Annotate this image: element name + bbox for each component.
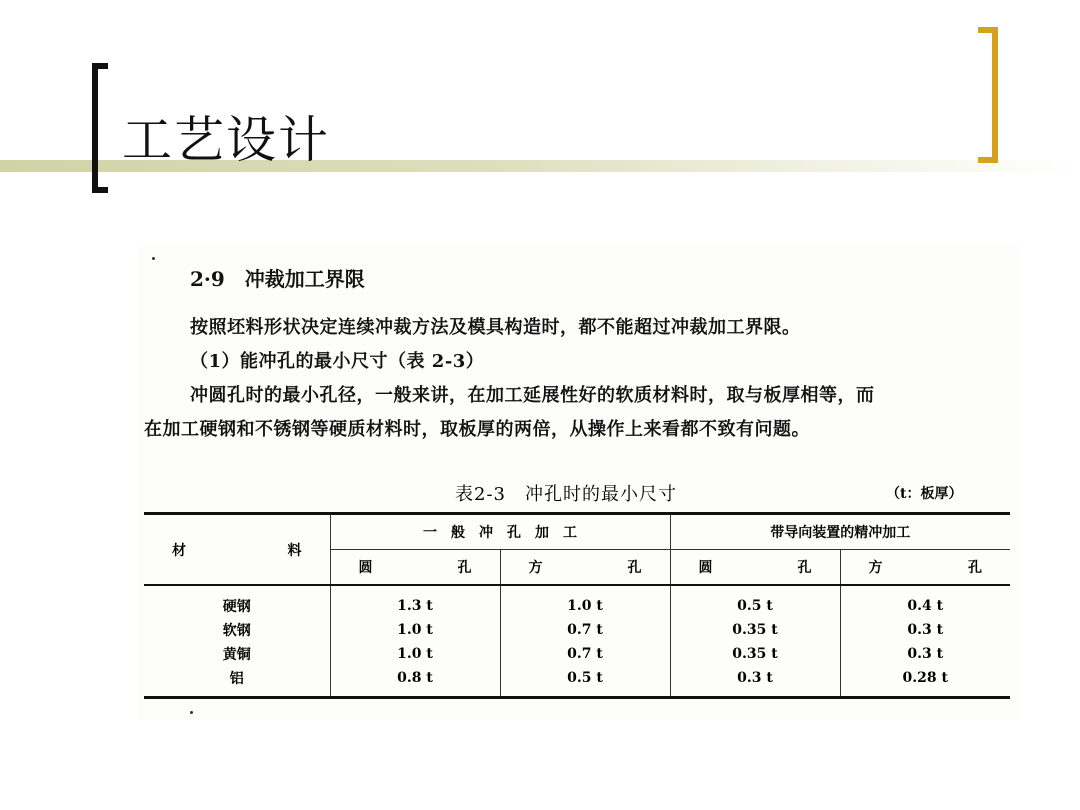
paragraph-3: 冲圆孔时的最小孔径，一般来讲，在加工延展性好的软质材料时，取与板厚相等，而 [190, 385, 875, 406]
min-hole-size-table [144, 512, 1010, 699]
square-char: 方 [868, 560, 883, 576]
header-square-hole-2 [840, 550, 1010, 586]
cell-g2-round: 0.3 t [670, 666, 840, 698]
cell-g2-square: 0.3 t [840, 618, 1010, 642]
header-material [144, 514, 330, 586]
cell-g1-round: 1.0 t [330, 618, 500, 642]
header-guided-fine-punching: 带导向装置的精冲加工 [670, 514, 1010, 550]
table-row [144, 585, 1010, 618]
hole-char: 孔 [797, 560, 812, 576]
hole-char: 孔 [627, 560, 642, 576]
right-bracket-decoration [978, 27, 998, 163]
paragraph-1: 按照坯料形状决定连续冲裁方法及模具构造时，都不能超过冲裁加工界限。 [190, 317, 801, 338]
round-char: 圆 [698, 560, 713, 576]
cell-g1-round: 0.8 t [330, 666, 500, 698]
table-caption: 表2-3 冲孔时的最小尺寸 [455, 484, 677, 505]
section-heading: 2·9 冲裁加工界限 [190, 267, 365, 291]
cell-g2-round: 0.35 t [670, 618, 840, 642]
cell-material: 铝 [144, 666, 330, 698]
cell-g1-square: 0.7 t [500, 642, 670, 666]
cell-g1-square: 1.0 t [500, 585, 670, 618]
paragraph-2: （1）能冲孔的最小尺寸（表 2-3） [190, 351, 485, 372]
cell-g1-round: 1.0 t [330, 642, 500, 666]
cell-g1-square: 0.7 t [500, 618, 670, 642]
hole-char: 孔 [968, 560, 982, 576]
cell-g2-square: 0.4 t [840, 585, 1010, 618]
header-square-hole-1 [500, 550, 670, 586]
cell-g2-round: 0.35 t [670, 642, 840, 666]
left-bracket-decoration [92, 63, 108, 193]
scan-speck [190, 711, 193, 714]
cell-g1-square: 0.5 t [500, 666, 670, 698]
cell-material: 硬钢 [222, 599, 251, 615]
cell-material: 软钢 [222, 623, 251, 639]
round-char: 圆 [358, 560, 373, 576]
cell-material: 黄铜 [222, 647, 251, 663]
scanned-page [138, 245, 1018, 720]
cell-g2-round: 0.5 t [670, 585, 840, 618]
header-general-punching: 一 般 冲 孔 加 工 [330, 514, 670, 550]
slide-title: 工艺设计 [122, 111, 330, 169]
table-row [144, 618, 1010, 642]
paragraph-4: 在加工硬钢和不锈钢等硬质材料时，取板厚的两倍，从操作上来看都不致有问题。 [144, 419, 810, 440]
table-header-row [144, 514, 1010, 550]
header-material-char-2: 料 [287, 542, 302, 559]
table-row [144, 666, 1010, 698]
header-round-hole-2 [670, 550, 840, 586]
header-material-char-1: 材 [172, 542, 186, 559]
cell-g2-square: 0.28 t [840, 666, 1010, 698]
cell-g1-round: 1.3 t [330, 585, 500, 618]
table-note: （t：板厚） [886, 486, 963, 502]
cell-g2-square: 0.3 t [840, 642, 1010, 666]
table-row [144, 642, 1010, 666]
square-char: 方 [528, 560, 543, 576]
header-round-hole-1 [330, 550, 500, 586]
scan-speck [152, 257, 155, 260]
hole-char: 孔 [457, 560, 472, 576]
